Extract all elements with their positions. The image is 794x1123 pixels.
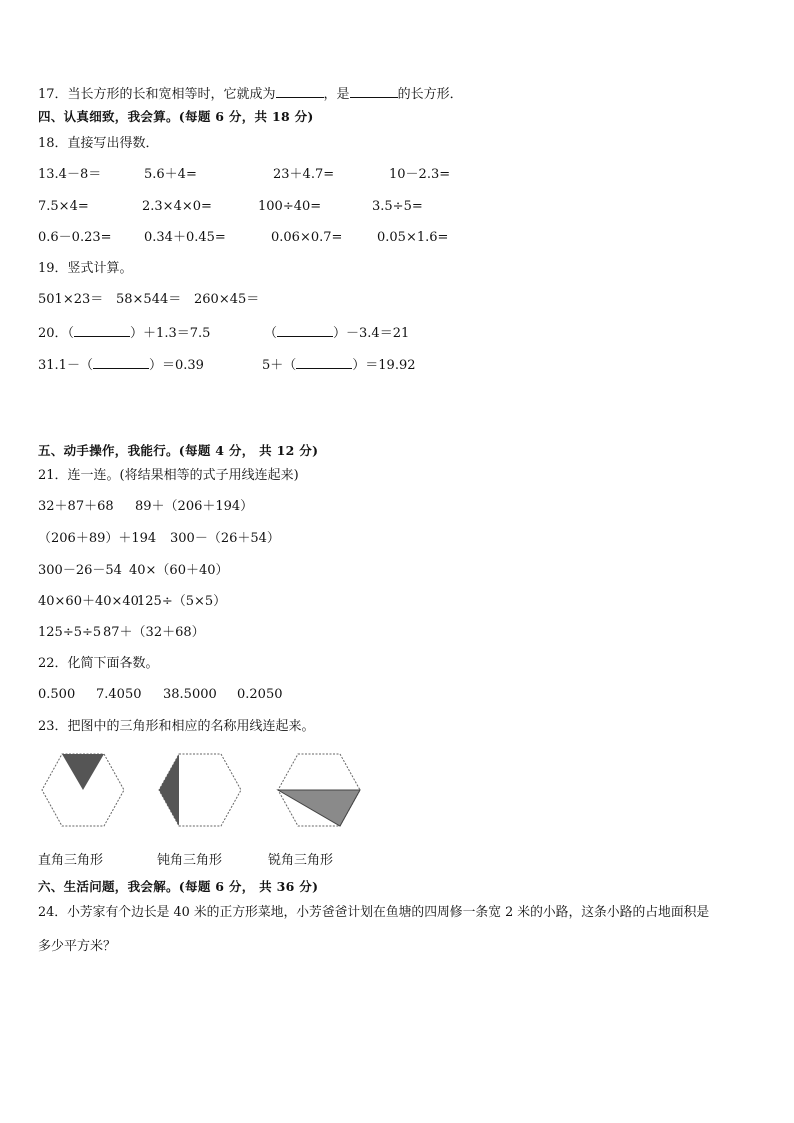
q21-left-4: 40×60＋40×40	[38, 594, 139, 609]
q24-line-1: 24．小芳家有个边长是 40 米的正方形菜地，小芳爸爸计划在鱼塘的四周修一条宽 2 米的小路，这条小路的占地面积是	[38, 905, 710, 920]
q18-row1-c3: 23＋4.7=	[273, 167, 335, 182]
label-obtuse-triangle: 钝角三角形	[157, 853, 223, 868]
q20-b-pre: （	[264, 326, 278, 341]
q18-row1-c4: 10－2.3=	[389, 167, 451, 182]
q17-text-mid: ，是	[323, 87, 350, 102]
q20-b-blank[interactable]	[277, 323, 333, 337]
q20b-eq-a	[38, 355, 204, 374]
section4-heading: 四、认真细致，我会算。(每题 6 分，共 18 分)	[38, 109, 314, 124]
q24-line-2: 多少平方米？	[38, 939, 117, 954]
q17-text-post: 的长方形．	[397, 87, 463, 102]
q22-item-1: 0.500	[38, 687, 76, 702]
q20b-a-post: ）＝0.39	[148, 358, 204, 373]
q19-item-1: 501×23＝	[38, 292, 104, 307]
q18-row1-c1: 13.4－8＝	[38, 167, 102, 182]
q18-row2-c3: 100÷40=	[258, 199, 322, 214]
q20-a-blank[interactable]	[74, 323, 130, 337]
q22-title: 22．化简下面各数。	[38, 656, 159, 671]
q20b-b-blank[interactable]	[296, 355, 352, 369]
q18-title: 18．直接写出得数．	[38, 136, 159, 151]
q19-item-2: 58×544＝	[116, 292, 182, 307]
q18-row3-c4: 0.05×1.6=	[377, 230, 449, 245]
section6-heading: 六、生活问题，我会解。(每题 6 分， 共 36 分)	[38, 879, 319, 894]
q21-right-3: 40×（60＋40）	[129, 563, 229, 578]
q21-right-2: 300－（26＋54）	[170, 531, 280, 546]
q20b-a-blank[interactable]	[93, 355, 149, 369]
q19-item-3: 260×45＝	[194, 292, 260, 307]
q17-blank-1[interactable]	[276, 84, 324, 98]
q21-right-5: 87＋（32＋68）	[103, 625, 205, 640]
q17-line	[38, 84, 463, 103]
q18-row2-c1: 7.5×4=	[38, 199, 89, 214]
hexagon-figure-1	[38, 750, 128, 830]
label-acute-triangle: 锐角三角形	[268, 853, 334, 868]
obtuse-triangle-shape	[159, 754, 179, 826]
q20-a-post: ）＋1.3＝7.5	[130, 326, 211, 341]
q18-row2-c2: 2.3×4×0=	[142, 199, 212, 214]
q20b-b-post: ）＝19.92	[352, 358, 416, 373]
section5-heading: 五、动手操作，我能行。(每题 4 分， 共 12 分)	[38, 443, 319, 458]
q21-left-1: 32＋87＋68	[38, 499, 114, 514]
q20-eq-a	[38, 323, 210, 342]
q22-item-3: 38.5000	[163, 687, 217, 702]
q20b-eq-b	[262, 355, 416, 374]
q20-a-pre: 20．（	[38, 326, 75, 341]
q21-left-2: （206＋89）＋194	[38, 531, 157, 546]
label-right-triangle: 直角三角形	[38, 853, 104, 868]
q21-left-3: 300－26－54	[38, 563, 122, 578]
q20-eq-b	[264, 323, 409, 342]
q23-title: 23．把图中的三角形和相应的名称用线连起来。	[38, 719, 315, 734]
q18-row3-c1: 0.6－0.23=	[38, 230, 112, 245]
q21-right-1: 89＋（206＋194）	[135, 499, 254, 514]
q18-row2-c4: 3.5÷5=	[372, 199, 423, 214]
q21-title: 21．连一连。(将结果相等的式子用线连起来)	[38, 468, 299, 483]
q17-text-pre: 17．当长方形的长和宽相等时，它就成为	[38, 87, 276, 102]
q22-item-4: 0.2050	[237, 687, 283, 702]
q21-right-4: 125÷（5×5）	[137, 594, 227, 609]
q18-row3-c2: 0.34＋0.45=	[144, 230, 226, 245]
q20b-a-pre: 31.1－（	[38, 358, 93, 373]
q22-item-2: 7.4050	[96, 687, 142, 702]
q17-blank-2[interactable]	[350, 84, 398, 98]
hexagon-figure-3	[274, 750, 364, 830]
q18-row3-c3: 0.06×0.7=	[271, 230, 343, 245]
hexagon-figure-2	[155, 750, 245, 830]
q21-left-5: 125÷5÷5	[38, 625, 102, 640]
q20b-b-pre: 5＋（	[262, 358, 297, 373]
q18-row1-c2: 5.6＋4=	[144, 167, 197, 182]
q20-b-post: ）－3.4＝21	[333, 326, 410, 341]
q19-title: 19．竖式计算。	[38, 261, 133, 276]
